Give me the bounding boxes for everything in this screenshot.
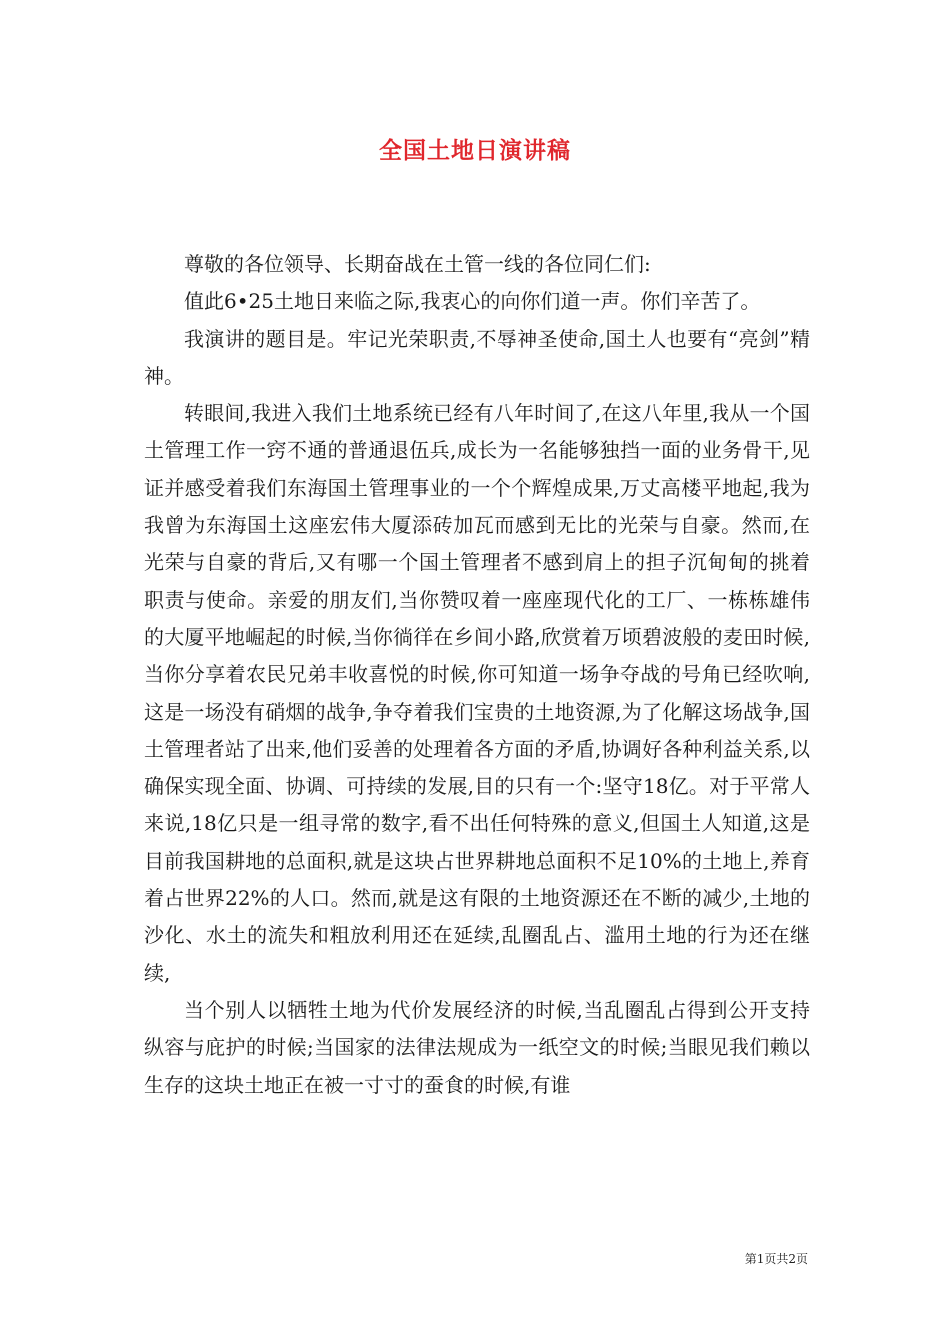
paragraph-topic: 我演讲的题目是。牢记光荣职责,不辱神圣使命,国土人也要有“亮剑”精神。 [144, 326, 810, 388]
paragraph-greeting: 值此6•25土地日来临之际,我衷心的向你们道一声。你们辛苦了。 [184, 289, 761, 314]
paragraph-salutation: 尊敬的各位领导、长期奋战在土管一线的各位同仁们: [184, 252, 651, 276]
document-body [144, 246, 810, 1104]
document-title: 全国土地日演讲稿 [379, 138, 571, 164]
page-number-footer: 第1页共2页 [744, 1252, 808, 1266]
paragraph-continuation: 当个别人以牺牲土地为代价发展经济的时候,当乱圈乱占得到公开支持纵容与庇护的时候;当国家的法律法规成为一纸空文的时候;当眼见我们赖以生存的这块土地正在被一寸寸的蚕食的时候,有谁 [144, 997, 810, 1097]
paragraph-main: 转眼间,我进入我们土地系统已经有八年时间了,在这八年里,我从一个国土管理工作一窍不通的普通退伍兵,成长为一名能够独挡一面的业务骨干,见证并感受着我们东海国土管理事业的一个个辉煌成果,万丈高楼平地起,我为我曾为东海国土这座宏伟大厦添砖加瓦而感到无比的光荣与自豪。然而,在光荣与自豪的背后,又有哪一个国土管理者不感到肩上的担子沉甸甸的挑着职责与使命。亲爱的朋友们,当你赞叹着一座座现代化的工厂、一栋栋雄伟的大厦平地崛起的时候,当你徜徉在乡间小路,欣赏着万顷碧波般的麦田时候,当你分享着农民兄弟丰收喜悦的时候,你可知道一场争夺战的号角已经吹响,这是一场没有硝烟的战争,争夺着我们宝贵的土地资源,为了化解这场战争,国土管理者站了出来,他们妥善的处理着各方面的矛盾,协调好各种利益关系,以确保实现全面、协调、可持续的发展,目的只有一个:坚守18亿。对于平常人来说,18亿只是一组寻常的数字,看不出任何特殊的意义,但国土人知道,这是目前我国耕地的总面积,就是这块占世界耕地总面积不足10%的土地上,养育着占世界22%的人口。然而,就是这有限的土地资源还在不断的减少,土地的沙化、水土的流失和粗放利用还在延续,乱圈乱占、滥用土地的行为还在继续, [144, 401, 810, 985]
